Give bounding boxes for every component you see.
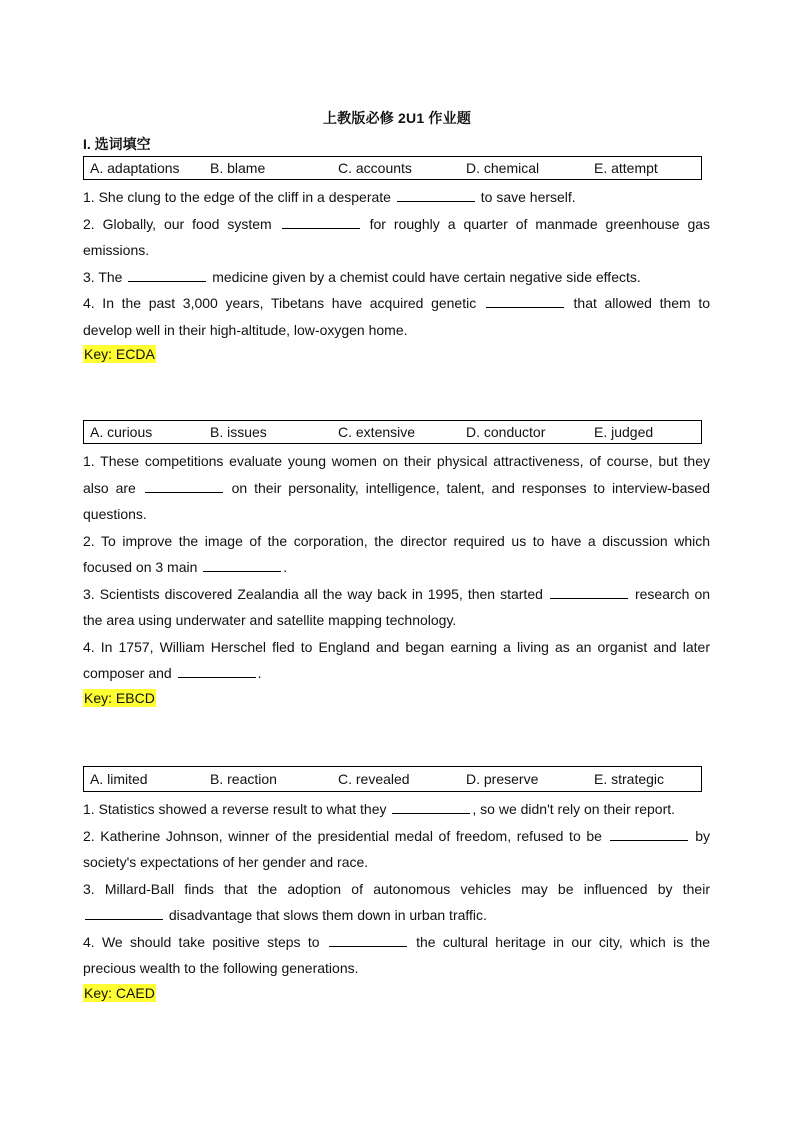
question: 4. We should take positive steps to the cultural heritage in our city, which is the precious wealth to the following generations. [83, 933, 710, 976]
word-option: A. adaptations [90, 160, 180, 176]
question: 3. Scientists discovered Zealandia all the way back in 1995, then started research on the area using underwater and satellite mapping technology. [83, 585, 711, 628]
question: 3. Millard-Ball finds that the adoption of autonomous vehicles may be influenced by their disadvantage that slows them down in urban traffic. [83, 880, 710, 923]
word-option: B. blame [210, 160, 266, 176]
answer-blank [203, 557, 281, 572]
word-bank-box [83, 766, 702, 792]
word-option: A. limited [90, 771, 148, 787]
answer-key: Key: ECDA [84, 346, 155, 362]
page-title: 上教版必修 2U1 作业题 [322, 110, 472, 126]
word-option: D. conductor [466, 424, 546, 440]
word-option: D. preserve [466, 771, 539, 787]
answer-key: Key: EBCD [84, 689, 155, 706]
question: 2. Katherine Johnson, winner of the presidential medal of freedom, refused to be by society's expectations of her gender and race. [83, 827, 711, 870]
answer-blank [282, 214, 360, 229]
answer-blank [486, 293, 564, 308]
answer-blank [128, 267, 206, 282]
answer-key: Key: CAED [84, 984, 155, 1001]
answer-blank [550, 584, 628, 599]
word-bank-box [83, 156, 702, 180]
question: 2. To improve the image of the corporation, the director required us to have a discussion which focused on 3 main . [83, 532, 710, 575]
answer-blank [145, 478, 223, 493]
word-option: E. judged [594, 424, 654, 440]
word-option: B. reaction [210, 771, 277, 787]
exercise-group-1 [83, 156, 710, 364]
word-option: C. accounts [338, 160, 412, 176]
answer-blank [329, 932, 407, 947]
question: 1. These competitions evaluate young women on their physical attractiveness, of course, but they also are on their personality, intelligence, talent, and responses to interview-based questions. [83, 453, 710, 522]
exercise-group-3 [83, 766, 710, 1003]
question: 4. In 1757, William Herschel fled to England and began earning a living as an organist and later composer and . [83, 638, 710, 681]
question: 4. In the past 3,000 years, Tibetans have acquired genetic that allowed them to develop well in their high-altitude, low-oxygen home. [83, 295, 711, 338]
answer-blank [178, 663, 256, 678]
word-option: B. issues [210, 424, 267, 440]
word-option: E. attempt [594, 160, 658, 176]
answer-blank [610, 826, 688, 841]
answer-blank [397, 187, 475, 202]
word-option: C. revealed [338, 771, 410, 787]
question: 1. She clung to the edge of the cliff in a desperate to save herself. [83, 189, 576, 205]
word-option: E. strategic [594, 771, 665, 787]
exercise-group-2 [83, 420, 710, 708]
answer-blank [85, 905, 163, 920]
word-bank-box [83, 420, 702, 444]
section-title: I. 选词填空 [83, 136, 151, 152]
question: 2. Globally, our food system for roughly a quarter of manmade greenhouse gas emissions. [83, 215, 711, 258]
answer-blank [392, 799, 470, 814]
question: 3. The medicine given by a chemist could have certain negative side effects. [83, 268, 641, 285]
word-option: A. curious [90, 424, 153, 440]
word-option: D. chemical [466, 160, 540, 176]
question: 1. Statistics showed a reverse result to what they , so we didn't rely on their report. [83, 801, 676, 817]
word-option: C. extensive [338, 424, 416, 440]
